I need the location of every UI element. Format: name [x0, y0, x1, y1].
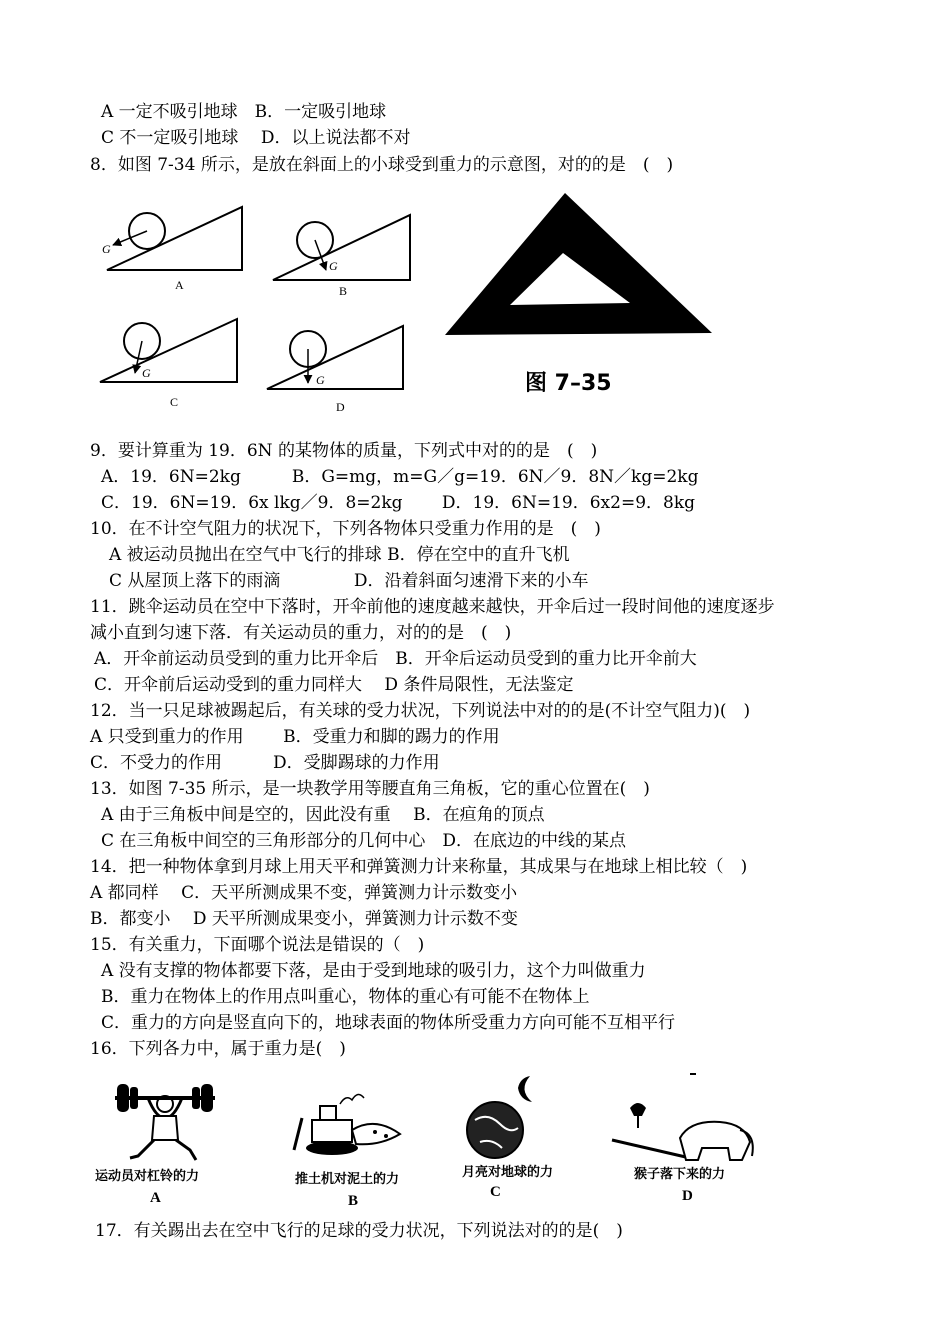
figure-7-34 [95, 195, 425, 420]
fig-7-34-panel-d [267, 326, 403, 414]
q16-stem: 16．下列各力中，属于重力是( ) [90, 1039, 346, 1059]
bulldozer-picture [294, 1094, 400, 1208]
caption-c: 月亮对地球的力 [462, 1165, 554, 1180]
q10-options-ab: A 被运动员抛出在空气中飞行的排球 B．停在空中的直升飞机 [109, 545, 570, 565]
letter-c: C [490, 1184, 501, 1200]
q12-options-ab: A 只受到重力的作用 B．受重力和脚的踢力的作用 [90, 727, 500, 747]
q14-stem: 14．把一种物体拿到月球上用天平和弹簧测力计来称量，其成果与在地球上相比较（ ) [90, 857, 748, 877]
letter-b: B [348, 1193, 359, 1208]
q14-options-bd: B．都变小 D 天平所测成果变小，弹簧测力计示数不变 [90, 909, 518, 929]
q8-stem: 8．如图 7-34 所示，是放在斜面上的小球受到重力的示意图，对的的是 ( ) [90, 155, 674, 175]
letter-a: A [150, 1190, 161, 1206]
figure-7-35-caption: 图 7–35 [525, 371, 612, 396]
q10-stem: 10．在不计空气阻力的状况下，下列各物体只受重力作用的是 ( ) [90, 519, 601, 539]
q12-stem: 12．当一只足球被踢起后，有关球的受力状况，下列说法中对的的是(不计空气阻力)( ) [90, 701, 751, 721]
q7-options-ab: A 一定不吸引地球 B．一定吸引地球 [101, 102, 387, 122]
q15-option-b: B．重力在物体上的作用点叫重心，物体的重心有可能不在物体上 [101, 987, 590, 1007]
triangle-ruler [445, 193, 712, 335]
q13-stem: 13．如图 7-35 所示，是一块教学用等腰直角三角板，它的重心位置在( ) [90, 779, 650, 799]
q13-options-cd: C 在三角板中间空的三角形部分的几何中心 D．在底边的中线的某点 [101, 831, 627, 851]
q11-options-cd: C．开伞前后运动受到的重力同样大 D 条件局限性，无法鉴定 [94, 675, 574, 695]
caption-d: 猴子落下来的力 [634, 1167, 726, 1182]
caption-a: 运动员对杠铃的力 [95, 1169, 200, 1184]
q9-stem: 9．要计算重为 19．6N 的某物体的质量，下列式中对的的是 ( ) [90, 441, 598, 461]
q11-stem: 11．跳伞运动员在空中下落时，开伞前他的速度越来越快，开伞后过一段时间他的速度逐步 [90, 597, 775, 617]
q15-option-c: C．重力的方向是竖直向下的，地球表面的物体所受重力方向可能不互相平行 [101, 1013, 676, 1033]
q11-stem-cont: 减小直到匀速下落．有关运动员的重力，对的的是 ( ) [90, 623, 512, 643]
figure-7-35 [440, 185, 720, 415]
q7-options-cd: C 不一定吸引地球 D．以上说法都不对 [101, 128, 411, 148]
monkey-elephant-picture [612, 1074, 753, 1204]
gravity-label: G [329, 259, 338, 273]
q9-options-ab: A．19．6N=2kg B．G=mg，m=G／g=19．6N／9．8N／kg=2kg [101, 467, 699, 487]
letter-d: D [682, 1188, 693, 1204]
q14-options-ac: A 都同样 C．天平所测成果不变，弹簧测力计示数变小 [90, 883, 518, 903]
gravity-label: G [316, 373, 325, 387]
q16-pictures [90, 1068, 770, 1208]
gravity-label: G [102, 242, 111, 256]
gravity-label: G [142, 366, 151, 380]
fig-7-34-panel-c [100, 319, 237, 409]
caption-b: 推土机对泥土的力 [295, 1172, 400, 1187]
fig-7-34-panel-b [273, 215, 410, 298]
q15-stem: 15．有关重力，下面哪个说法是错误的（ ) [90, 935, 425, 955]
fig-7-34-panel-a [102, 207, 242, 292]
weightlifter-picture [95, 1084, 215, 1206]
panel-label-b: B [339, 284, 348, 298]
panel-label-a: A [175, 278, 184, 292]
q17-stem: 17．有关踢出去在空中飞行的足球的受力状况，下列说法对的的是( ) [95, 1221, 623, 1241]
q12-options-cd: C．不受力的作用 D．受脚踢球的力作用 [90, 753, 440, 773]
panel-label-d: D [336, 400, 345, 414]
earth-moon-picture [462, 1076, 553, 1200]
q13-options-ab: A 由于三角板中间是空的，因此没有重 B．在疸角的顶点 [101, 805, 545, 825]
q9-options-cd: C．19．6N=19．6x lkg／9．8=2kg D．19．6N=19．6x2=9．8kg [101, 493, 696, 513]
q11-options-ab: A．开伞前运动员受到的重力比开伞后 B．开伞后运动员受到的重力比开伞前大 [94, 649, 697, 669]
q15-option-a: A 没有支撑的物体都要下落，是由于受到地球的吸引力，这个力叫做重力 [101, 961, 646, 981]
panel-label-c: C [170, 395, 179, 409]
q10-options-cd: C 从屋顶上落下的雨滴 D．沿着斜面匀速滑下来的小车 [109, 571, 589, 591]
